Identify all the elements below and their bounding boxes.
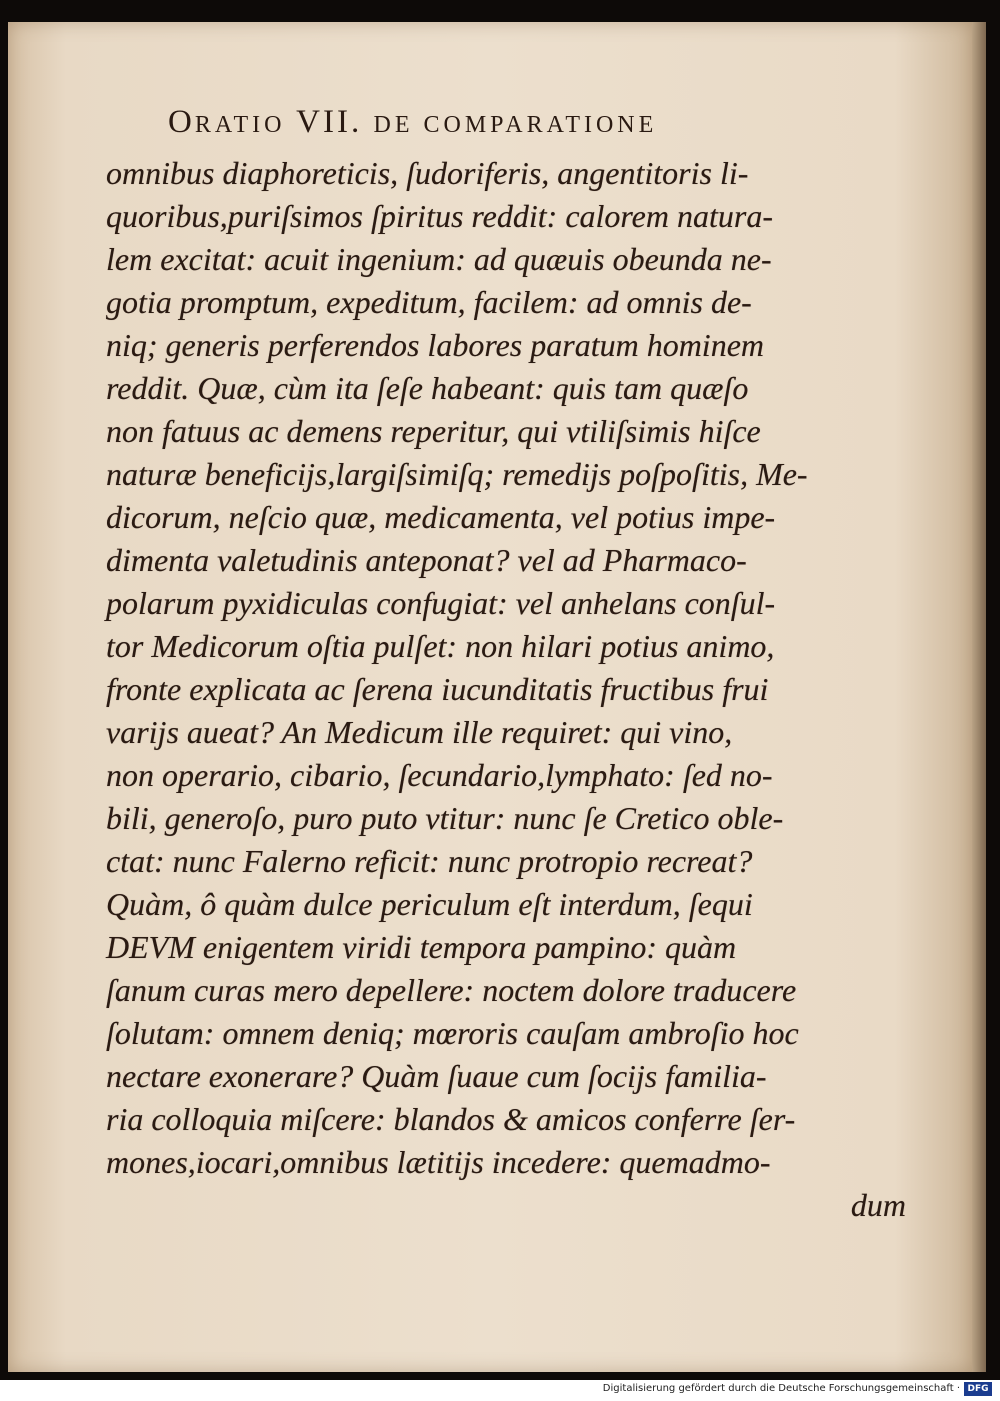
dfg-logo-icon[interactable]: DFG <box>964 1382 992 1396</box>
text-line: polarum pyxidiculas confugiat: vel anhelans conſul- <box>106 585 776 621</box>
text-line: ctat: nunc Falerno reficit: nunc protropio recreat? <box>106 843 753 879</box>
body-text <box>106 152 906 1227</box>
catchword: dum <box>850 1187 906 1223</box>
text-line: dicorum, neſcio quæ, medicamenta, vel potius impe- <box>106 499 776 535</box>
text-line: Quàm, ô quàm dulce periculum eſt interdum, ſequi <box>106 886 753 922</box>
text-line: DEVM enigentem viridi tempora pampino: quàm <box>106 929 737 965</box>
text-line: ria colloquia miſcere: blandos & amicos conferre ſer- <box>106 1101 796 1137</box>
text-line: quoribus,puriſsimos ſpiritus reddit: calorem natura- <box>106 198 773 234</box>
text-line: nectare exonerare? Quàm ſuaue cum ſocijs familia- <box>106 1058 767 1094</box>
text-line: naturæ beneficijs,largiſsimiſq; remedijs poſpoſitis, Me- <box>106 456 808 492</box>
footer-credit: Digitalisierung gefördert durch die Deutsche Forschungsgemeinschaft · <box>602 1383 960 1394</box>
text-line: mones,iocari,omnibus lætitijs incedere: quemadmo- <box>106 1144 771 1180</box>
footer-bar <box>0 1380 1000 1401</box>
text-line: non operario, cibario, ſecundario,lymphato: ſed no- <box>106 757 773 793</box>
text-line: ſolutam: omnem deniq; mœroris cauſam ambroſio hoc <box>106 1015 799 1051</box>
text-line: tor Medicorum oſtia pulſet: non hilari potius animo, <box>106 628 775 664</box>
text-line: gotia promptum, expeditum, facilem: ad omnis de- <box>106 284 752 320</box>
text-line: varijs aueat? An Medicum ille requiret: qui vino, <box>106 714 733 750</box>
text-line: omnibus diaphoreticis, ſudoriferis, angentitoris li- <box>106 155 749 191</box>
header-word-rest: RATIO <box>194 112 286 138</box>
text-line: bili, generoſo, puro puto vtitur: nunc ſe Cretico oble- <box>106 800 784 836</box>
header-number: VII. <box>296 104 363 140</box>
page-edge <box>972 22 986 1372</box>
text-line: fronte explicata ac ſerena iucunditatis fructibus frui <box>106 671 769 707</box>
header-initial: O <box>168 104 195 140</box>
text-line: dimenta valetudinis anteponat? vel ad Pharmaco- <box>106 542 747 578</box>
text-line: niq; generis perferendos labores paratum hominem <box>106 327 764 363</box>
text-line: lem excitat: acuit ingenium: ad quæuis obeunda ne- <box>106 241 772 277</box>
text-line: non fatuus ac demens reperitur, qui vtiliſsimis hiſce <box>106 413 761 449</box>
running-header <box>168 104 848 150</box>
header-title: DE COMPARATIONE <box>373 112 658 138</box>
text-line: reddit. Quæ, cùm ita ſeſe habeant: quis tam quæſo <box>106 370 749 406</box>
text-line: ſanum curas mero depellere: noctem dolore traducere <box>106 972 797 1008</box>
